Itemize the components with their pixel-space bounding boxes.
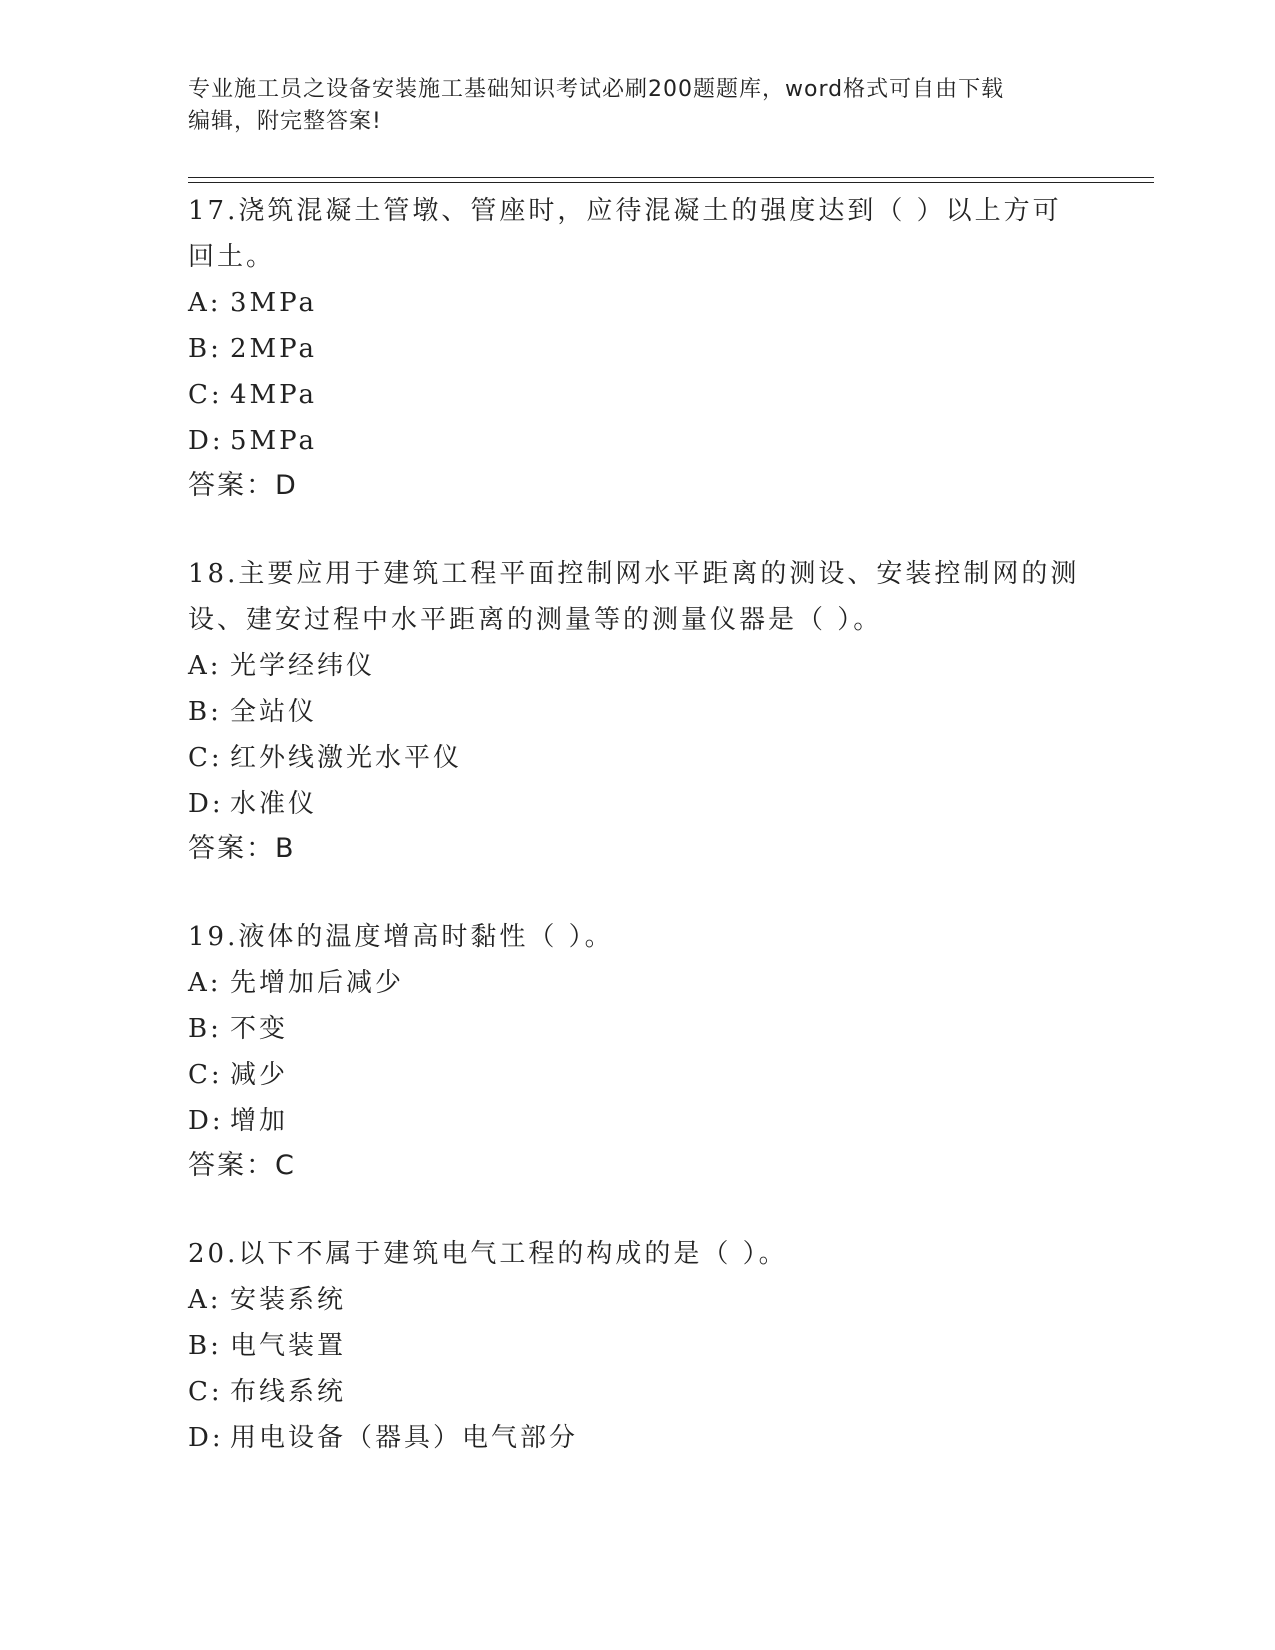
option-c	[188, 1369, 1088, 1415]
option-text: 红外线激光水平仪	[230, 743, 463, 773]
option-text: 水准仪	[230, 789, 318, 819]
option-text: 5MPa	[230, 426, 317, 456]
option-text: 全站仪	[230, 697, 318, 727]
option-a	[188, 960, 1088, 1006]
option-c	[188, 372, 1088, 418]
option-b	[188, 1006, 1088, 1052]
option-text: 电气装置	[230, 1331, 347, 1361]
question-list	[188, 188, 1088, 1461]
option-a	[188, 280, 1088, 326]
option-text: 光学经纬仪	[230, 651, 376, 681]
question-stem	[188, 188, 1088, 280]
option-text: 4MPa	[230, 380, 317, 410]
option-text: 2MPa	[230, 334, 317, 364]
question-stem	[188, 914, 1088, 960]
option-key: B:	[188, 1014, 222, 1044]
option-b	[188, 689, 1088, 735]
question-stem-line: 19.液体的温度增高时黏性（ ）。	[188, 922, 614, 952]
answer-line: 答案：D	[188, 470, 298, 501]
option-d	[188, 781, 1088, 827]
option-text: 用电设备（器具）电气部分	[230, 1423, 579, 1453]
option-text: 不变	[230, 1014, 289, 1044]
question-stem-line: 回土。	[188, 242, 276, 272]
document-header	[188, 74, 1088, 138]
option-a	[188, 643, 1088, 689]
header-line-2: 编辑，附完整答案!	[188, 109, 382, 134]
option-key: A:	[188, 288, 222, 318]
option-key: B:	[188, 1331, 222, 1361]
question-stem	[188, 551, 1088, 643]
answer-line: 答案：C	[188, 1150, 296, 1181]
option-key: A:	[188, 651, 222, 681]
answer-line: 答案：B	[188, 833, 296, 864]
option-c	[188, 1052, 1088, 1098]
question-17	[188, 188, 1088, 508]
header-rule-top	[188, 177, 1154, 178]
option-key: D:	[188, 426, 224, 456]
option-key: C:	[188, 743, 223, 773]
option-d	[188, 1415, 1088, 1461]
question-18	[188, 551, 1088, 871]
option-b	[188, 326, 1088, 372]
question-stem-line: 20.以下不属于建筑电气工程的构成的是（ ）。	[188, 1239, 788, 1269]
option-text: 减少	[230, 1060, 289, 1090]
question-stem-line: 设、建安过程中水平距离的测量等的测量仪器是（ ）。	[188, 605, 883, 635]
header-line-1: 专业施工员之设备安装施工基础知识考试必刷200题题库，word格式可自由下载	[188, 77, 1005, 102]
header-rule-bottom	[188, 182, 1154, 183]
option-a	[188, 1277, 1088, 1323]
option-d	[188, 1098, 1088, 1144]
option-key: D:	[188, 1106, 224, 1136]
option-key: B:	[188, 697, 222, 727]
option-key: C:	[188, 1060, 223, 1090]
option-text: 增加	[230, 1106, 289, 1136]
option-text: 3MPa	[230, 288, 317, 318]
option-text: 先增加后减少	[230, 968, 405, 998]
option-text: 布线系统	[230, 1377, 347, 1407]
option-key: A:	[188, 968, 222, 998]
option-key: C:	[188, 1377, 223, 1407]
option-key: B:	[188, 334, 222, 364]
question-20	[188, 1231, 1088, 1461]
option-key: C:	[188, 380, 223, 410]
option-b	[188, 1323, 1088, 1369]
question-stem	[188, 1231, 1088, 1277]
option-d	[188, 418, 1088, 464]
question-19	[188, 914, 1088, 1188]
question-stem-line: 18.主要应用于建筑工程平面控制网水平距离的测设、安装控制网的测	[188, 559, 1080, 589]
option-key: D:	[188, 1423, 224, 1453]
option-text: 安装系统	[230, 1285, 347, 1315]
question-stem-line: 17.浇筑混凝土管墩、管座时，应待混凝土的强度达到（ ）以上方可	[188, 196, 1062, 226]
option-c	[188, 735, 1088, 781]
option-key: A:	[188, 1285, 222, 1315]
option-key: D:	[188, 789, 224, 819]
